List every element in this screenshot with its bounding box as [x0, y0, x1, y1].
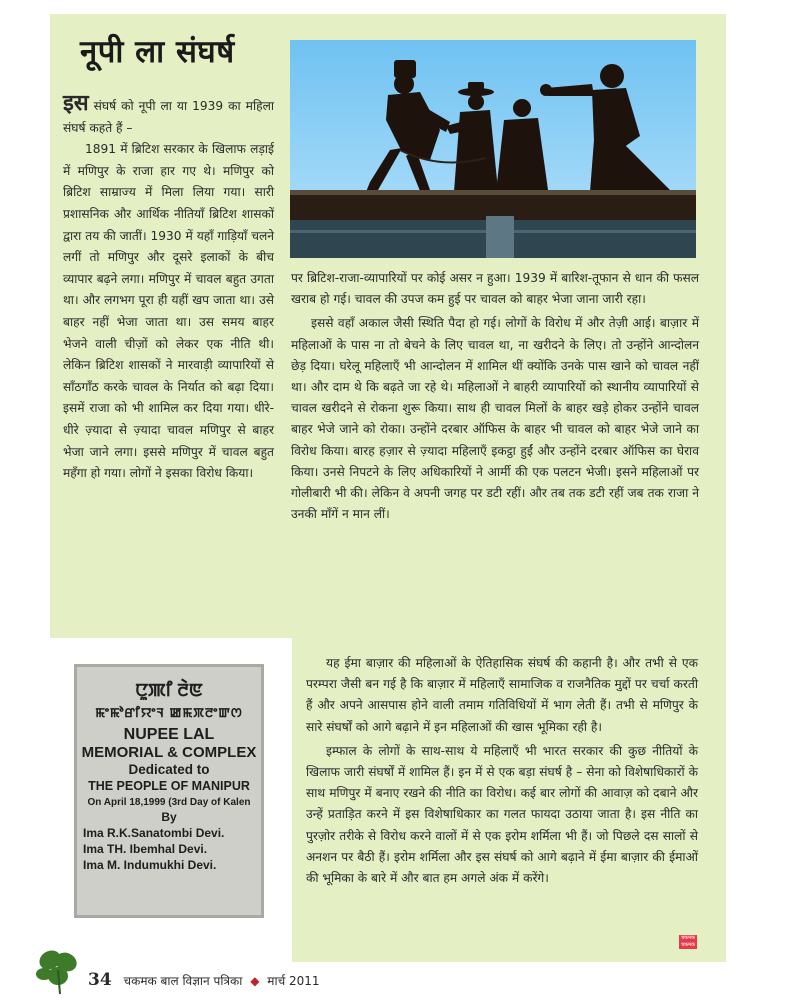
left-body-text: 1891 में ब्रिटिश सरकार के खिलाफ लड़ाई में मणिपुर के राजा हार गए थे। मणिपुर को ब्रिटिश साम्राज्य में मिला लिया गया। सारी प्रशासनिक और आर्थिक नीतियाँ ब्रिटिश शासकों द्वारा तय की जातीं। 1930 में यहाँ गाड़ियाँ चलने लगीं तो मणिपुर और दूसरे इलाकों के बीच व्यापार बढ़ने लगा। मणिपुर में चावल बहुत उगता था। और लगभग पूरा ही यहीं खप जाता था। उसे बाहर नहीं भेजा जाता था। उस समय बाहर भेजने वाली चीज़ों को लेकर एक नीति थी। लेकिन ब्रिटिश शासकों ने मारवाड़ी व्यापारियों से साँठगाँठ करके चावल के निर्यात को बढ़ा दिया। इसमें राजा को भी शामिल कर दिया गया। धीरे-धीरे ज़्यादा से ज़्यादा चावल मणिपुर से बाहर भेजा जाने लगा। इससे मणिपुर में चावल बहुत महँगा हो गया। लोगों ने इसका विरोध किया।	[63, 142, 274, 481]
page-title: नूपी ला संघर्ष	[80, 34, 235, 70]
plaque-dedicated: Dedicated to	[128, 762, 210, 777]
right-paragraph-2: इससे वहाँ अकाल जैसी स्थिति पैदा हो गई। लोगों के विरोध में और तेज़ी आई। बाज़ार में महिलाओं के पास ना तो बेचने के लिए चावल था, ना खरीदने के लिए। तो उन्होंने आन्दोलन छेड़ दिया। घरेलू महिलाएँ भी आन्दोलन में शामिल थीं क्योंकि उनके पास खाने को चावल नहीं था। और दाम थे कि बढ़ते जा रहे थे। महिलाओं ने बाहरी व्यापारियों को स्थानीय व्यापारियों से चावल खरीदने से रोकना शुरू किया। साथ ही चावल मिलों के बाहर खड़े होकर उन्होंने चावल बाहर भेजे जाने को रोका। उन्होंने दरबार ऑफिस के बाहर भी चावल को बाहर भेजे जाने का विरोध किया। बारह हज़ार से ज़्यादा महिलाएँ इकट्ठा हुईं और उन्होंने दरबार ऑफिस का घेराव किया। उनसे निपटने के लिए अधिकारियों ने आर्मी की एक पलटन भेजी। इसने महिलाओं पर गोलीबारी भी की। लेकिन वे अपनी जगह पर डटी रहीं। और तब तक डटी रहीं जब तक राजा ने उनकी माँगें न मान लीं।	[291, 316, 699, 522]
diamond-icon: ◆	[250, 974, 260, 988]
page-footer	[88, 970, 320, 990]
left-text-column	[63, 91, 274, 485]
plaque-meitei-line-2: ꯃꯦꯃꯣꯔꯤꯌꯦꯜ ꯀꯃꯞꯂꯦꯛꯁ	[95, 705, 243, 720]
statue-silhouette-photo	[290, 40, 696, 258]
right-text-column	[291, 268, 699, 528]
magazine-name: चकमक बाल विज्ञान पत्रिका	[123, 974, 243, 988]
plaque-by: By	[161, 810, 177, 824]
memorial-plaque-photo	[74, 664, 264, 918]
plaque-name: Ima TH. Ibemhal Devi.	[83, 842, 208, 856]
plaque-title: NUPEE LAL	[123, 726, 215, 743]
intro-text: संघर्ष को नूपी ला या 1939 का महिला संघर्ष कहते हैं –	[63, 99, 274, 135]
plaque-people: THE PEOPLE OF MANIPUR	[88, 779, 250, 793]
bottom-text-column	[306, 653, 698, 892]
right-paragraph-1: पर ब्रिटिश-राजा-व्यापारियों पर कोई असर न हुआ। 1939 में बारिश-तूफान से धान की फसल खराब हो गई। चावल की उपज कम हुई पर चावल को बाहर भेजा जाना जारी रहा।	[291, 271, 699, 307]
bottom-paragraph-2: इम्फाल के लोगों के साथ-साथ ये महिलाएँ भी भारत सरकार की कुछ नीतियों के खिलाफ जारी संघर्षों में शामिल हैं। इन में से एक बड़ा संघर्ष है – सेना को विशेषाधिकारों के साथ मणिपुर में बनाए रखने की नीति का विरोध। कई बार लोगों की आवाज़ को दबाने और उन्हें प्रताड़ित करने में इस विशेषाधिकार का गलत फायदा उठाया जाता है। इस नीति का पुरज़ोर तरीके से विरोध करने वालों में से एक इरोम शर्मिला भी हैं। जो पिछले दस सालों से अनशन पर बैठी हैं। इरोम शर्मिला और इस संघर्ष को आगे बढ़ाने में ईमा बाज़ार की ईमाओं की भूमिका के बारे में और बात हम अगले अंक में करेंगे।	[306, 743, 698, 886]
page-number: 34	[88, 970, 112, 990]
drop-word: इस	[63, 91, 89, 116]
issue-date: मार्च 2011	[267, 974, 320, 988]
leaf-icon	[30, 940, 86, 1000]
plaque-meitei-line-1: ꯅꯨꯄꯤ ꯂꯥꯟ	[135, 680, 203, 700]
plaque-subtitle: MEMORIAL & COMPLEX	[81, 744, 257, 761]
plaque-name: Ima R.K.Sanatombi Devi.	[83, 826, 225, 840]
bottom-paragraph-1: यह ईमा बाज़ार की महिलाओं के ऐतिहासिक संघर्ष की कहानी है। और तभी से एक परम्परा जैसी बन गई है कि बाज़ार में महिलाएँ सामाजिक व राजनैतिक मुद्दों पर चर्चा करती हैं और अपने आसपास होने वाली तमाम गतिविधियों में भाग लेती हैं। तभी से मणिपुर के सारे संघर्षों को आगे बढ़ाने में इन महिलाओं की खास भूमिका रही है।	[306, 656, 698, 734]
plaque-date: On April 18,1999 (3rd Day of Kalen	[87, 797, 251, 808]
plaque-name: Ima M. Indumukhi Devi.	[83, 858, 217, 872]
end-mark-logo: चकमक चकमक	[679, 935, 697, 949]
